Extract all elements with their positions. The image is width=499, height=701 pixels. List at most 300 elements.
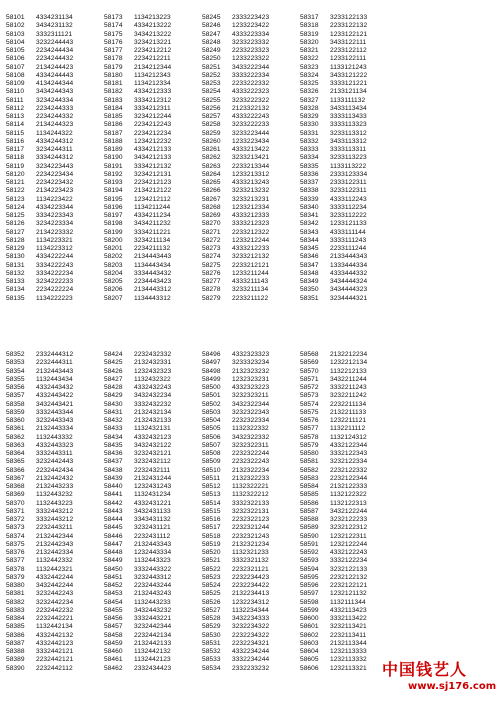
row-code: 2232211134 [330, 400, 367, 408]
watermark [382, 660, 496, 698]
table-row [104, 475, 202, 483]
row-number: 58514 [202, 499, 221, 507]
table-row [202, 179, 300, 187]
row-number: 58498 [202, 367, 221, 375]
table-row [6, 549, 104, 557]
row-code: 3333111243 [330, 236, 367, 244]
row-code: 3234212131 [134, 170, 172, 178]
table-row [6, 665, 104, 673]
table-row [300, 72, 398, 80]
table-row [300, 541, 398, 549]
table-row [104, 615, 202, 623]
row-number: 58585 [300, 491, 319, 499]
row-number: 58513 [202, 491, 221, 499]
row-number: 58326 [300, 88, 319, 96]
row-code: 1134212334 [134, 80, 171, 87]
table-row [6, 163, 104, 171]
row-code: 1134222223 [36, 294, 73, 302]
row-number: 58532 [202, 648, 221, 655]
row-code: 2232442112 [36, 664, 73, 672]
row-code: 1232432323 [134, 367, 172, 375]
row-code: 4334213222 [134, 22, 172, 30]
table-row [6, 154, 104, 162]
row-number: 58377 [6, 557, 25, 565]
row-number: 58360 [6, 417, 25, 424]
table-row [202, 47, 300, 55]
table-row [202, 187, 300, 195]
table-row [300, 434, 398, 442]
table-column [202, 351, 300, 673]
row-number: 58521 [202, 557, 221, 565]
watermark-title: 中国钱艺人 [382, 660, 468, 679]
table-row [300, 599, 398, 607]
table-row [202, 574, 300, 582]
table-row [104, 47, 202, 55]
row-number: 58440 [104, 483, 123, 490]
row-number: 58510 [202, 466, 221, 474]
row-number: 58437 [104, 458, 123, 466]
table-row [6, 475, 104, 483]
table-row [104, 549, 202, 557]
table-row [104, 524, 202, 532]
row-number: 58173 [104, 14, 123, 21]
table-column [104, 14, 202, 303]
table-row [202, 55, 300, 63]
table-row [6, 582, 104, 590]
table-row [104, 55, 202, 63]
row-number: 58116 [6, 137, 25, 145]
row-number: 58604 [300, 648, 319, 655]
row-code: 3234212244 [134, 113, 172, 120]
row-number: 58434 [104, 433, 123, 441]
table-row [6, 359, 104, 367]
row-code: 1133113222 [330, 162, 367, 170]
row-number: 58534 [202, 664, 221, 672]
row-code: 3434444323 [330, 286, 368, 294]
row-number: 58579 [300, 441, 319, 449]
row-number: 58262 [202, 154, 221, 162]
table-row [202, 491, 300, 499]
table-row [300, 138, 398, 146]
table-block-1 [6, 14, 496, 303]
row-number: 58114 [6, 121, 25, 129]
table-row [300, 483, 398, 491]
row-number: 58325 [300, 80, 319, 87]
row-code: 2332233232 [232, 664, 270, 672]
table-row [6, 171, 104, 179]
row-number: 58340 [300, 203, 319, 211]
table-row [202, 648, 300, 656]
row-number: 58593 [300, 557, 319, 565]
row-code: 3233211134 [232, 286, 269, 294]
row-number: 58390 [6, 664, 25, 672]
row-code: 2234223434 [36, 170, 74, 178]
row-number: 58188 [104, 137, 123, 145]
row-code: 2132443243 [134, 590, 172, 598]
row-code: 4332442132 [36, 631, 74, 639]
row-code: 3232234322 [232, 623, 270, 631]
row-code: 1232212134 [330, 359, 368, 367]
row-code: 2234212243 [134, 121, 172, 129]
row-code: 4334231134 [36, 14, 73, 21]
table-row [104, 270, 202, 278]
row-number: 58197 [104, 212, 123, 219]
row-number: 58432 [104, 417, 123, 424]
row-number: 58518 [202, 532, 221, 540]
row-number: 58523 [202, 573, 221, 581]
table-row [300, 574, 398, 582]
row-number: 58385 [6, 623, 25, 631]
row-code: 3232431121 [134, 524, 171, 532]
row-number: 58372 [6, 516, 25, 523]
row-number: 58574 [300, 400, 319, 408]
row-code: 1132443323 [134, 557, 171, 565]
row-number: 58134 [6, 286, 25, 294]
row-code: 2232432332 [134, 351, 172, 358]
row-number: 58265 [202, 179, 221, 186]
table-row [6, 270, 104, 278]
row-number: 58573 [300, 392, 319, 400]
row-number: 58459 [104, 639, 123, 647]
row-number: 58569 [300, 359, 319, 367]
table-row [6, 253, 104, 261]
table-row [104, 557, 202, 565]
row-code: 3233222322 [232, 96, 270, 104]
row-code: 2132442133 [134, 639, 172, 647]
row-number: 58515 [202, 507, 221, 515]
row-code: 1132122313 [330, 499, 367, 507]
row-code: 3233113223 [330, 154, 367, 162]
table-row [6, 351, 104, 359]
table-row [6, 229, 104, 237]
row-code: 4332432123 [134, 433, 172, 441]
row-code: 1132432322 [134, 375, 171, 383]
table-row [202, 163, 300, 171]
row-code: 1132442134 [36, 623, 73, 631]
row-code: 3233223444 [232, 129, 270, 137]
row-number: 58175 [104, 30, 123, 38]
row-number: 58277 [202, 278, 221, 285]
watermark-url: www.sj176.com [408, 681, 497, 692]
row-code: 1233223322 [232, 55, 270, 63]
row-code: 2234222224 [36, 286, 74, 294]
row-code: 3432322332 [232, 433, 270, 441]
table-row [202, 640, 300, 648]
row-number: 58323 [300, 63, 319, 71]
row-number: 58452 [104, 582, 123, 589]
table-row [300, 146, 398, 154]
row-number: 58351 [300, 294, 319, 302]
table-row [104, 113, 202, 121]
row-number: 58389 [6, 656, 25, 664]
table-row [202, 359, 300, 367]
row-number: 58123 [6, 195, 25, 203]
table-row [300, 245, 398, 253]
table-row [202, 212, 300, 220]
row-code: 3234211134 [134, 236, 171, 244]
table-row [104, 582, 202, 590]
row-code: 3233113312 [330, 129, 367, 137]
row-code: 3233223332 [232, 38, 270, 46]
row-number: 58339 [300, 195, 319, 203]
row-code: 4134244344 [36, 80, 74, 87]
row-number: 58185 [104, 113, 123, 120]
row-code: 3334211221 [134, 228, 171, 236]
row-number: 58342 [300, 220, 319, 228]
row-code: 3232322311 [232, 441, 269, 449]
row-code: 2232322123 [232, 516, 270, 523]
row-code: 2232234321 [232, 639, 270, 647]
table-row [300, 467, 398, 475]
row-number: 58584 [300, 483, 319, 490]
table-row [6, 97, 104, 105]
row-code: 3433222344 [232, 63, 270, 71]
row-number: 58367 [6, 474, 25, 482]
row-code: 1232443334 [134, 549, 172, 556]
table-row [6, 278, 104, 286]
row-code: 2132432331 [134, 359, 172, 367]
row-code: 2233222332 [232, 80, 270, 87]
row-code: 2232443244 [134, 582, 172, 589]
row-code: 3232211242 [330, 392, 367, 400]
table-row [202, 384, 300, 392]
row-code: 1232323231 [232, 375, 270, 383]
table-row [104, 665, 202, 673]
table-row [300, 648, 398, 656]
row-code: 2233111244 [330, 245, 367, 252]
row-number: 58499 [202, 375, 221, 383]
row-number: 58358 [6, 400, 25, 408]
row-number: 58595 [300, 573, 319, 581]
row-number: 58508 [202, 450, 221, 457]
row-number: 58387 [6, 639, 25, 647]
row-number: 58249 [202, 47, 221, 54]
table-row [202, 39, 300, 47]
row-number: 58204 [104, 269, 123, 277]
row-number: 58436 [104, 450, 123, 457]
table-row [300, 557, 398, 565]
table-row [300, 376, 398, 384]
table-row [104, 417, 202, 425]
table-row [300, 237, 398, 245]
row-code: 4333213422 [232, 146, 270, 153]
row-code: 4332234244 [232, 648, 270, 655]
row-code: 3334223343 [36, 212, 74, 219]
row-code: 2232432111 [134, 466, 171, 474]
row-code: 1132111344 [330, 598, 366, 606]
row-number: 58587 [300, 507, 319, 515]
row-code: 4333112243 [330, 195, 367, 203]
row-number: 58462 [104, 664, 123, 672]
row-code: 3433121222 [330, 71, 368, 79]
row-code: 2132322234 [232, 466, 270, 474]
table-row [202, 656, 300, 664]
row-code: 3233213232 [232, 187, 270, 195]
row-code: 3432234333 [232, 615, 270, 622]
row-code: 3333113311 [330, 146, 367, 153]
row-code: 1232234312 [232, 598, 270, 606]
row-code: 1233122121 [330, 30, 368, 38]
table-row [104, 105, 202, 113]
row-number: 58341 [300, 212, 319, 219]
row-number: 58361 [6, 425, 25, 433]
table-row [6, 47, 104, 55]
row-code: 4332113423 [330, 606, 367, 614]
row-number: 58454 [104, 598, 123, 606]
row-number: 58327 [300, 96, 319, 104]
table-row [300, 442, 398, 450]
table-row [202, 88, 300, 96]
table-row [104, 467, 202, 475]
row-number: 58329 [300, 113, 319, 120]
table-row [202, 549, 300, 557]
row-number: 58388 [6, 648, 25, 655]
table-row [6, 632, 104, 640]
table-row [202, 97, 300, 105]
row-code: 4334222244 [36, 253, 74, 261]
row-code: 3433122111 [330, 38, 367, 46]
table-row [202, 270, 300, 278]
table-row [300, 130, 398, 138]
row-number: 58589 [300, 524, 319, 532]
row-number: 58190 [104, 154, 123, 162]
table-row [6, 450, 104, 458]
row-number: 58274 [202, 253, 221, 261]
row-number: 58524 [202, 582, 221, 589]
table-row [104, 368, 202, 376]
table-row [6, 434, 104, 442]
row-code: 1132322332 [232, 425, 269, 433]
table-row [300, 368, 398, 376]
row-code: 2132122333 [330, 483, 368, 490]
row-code: 3232122133 [330, 565, 368, 573]
table-row [300, 253, 398, 261]
row-number: 58344 [300, 236, 319, 244]
row-number: 58568 [300, 351, 319, 358]
table-row [300, 196, 398, 204]
row-code: 3333121221 [330, 80, 368, 87]
table-row [202, 154, 300, 162]
table-row [300, 270, 398, 278]
row-number: 58279 [202, 294, 221, 302]
table-row [202, 409, 300, 417]
row-code: 3332211243 [330, 384, 367, 391]
row-code: 1333444334 [330, 261, 368, 269]
table-row [300, 14, 398, 22]
row-code: 2234212211 [134, 55, 171, 63]
row-number: 58348 [300, 269, 319, 277]
table-row [104, 442, 202, 450]
row-number: 58504 [202, 417, 221, 424]
row-number: 58531 [202, 639, 221, 647]
row-code: 4334244443 [36, 71, 74, 79]
table-row [202, 253, 300, 261]
table-row [6, 80, 104, 88]
table-row [202, 22, 300, 30]
row-code: 2232122132 [330, 573, 368, 581]
row-code: 3333112234 [330, 203, 367, 211]
table-row [202, 278, 300, 286]
row-code: 1233212334 [232, 203, 270, 211]
row-number: 58376 [6, 549, 25, 556]
row-code: 1132122322 [330, 491, 367, 499]
row-code: 2132442343 [36, 540, 74, 548]
row-number: 58107 [6, 63, 25, 71]
row-number: 58174 [104, 22, 123, 30]
table-row [104, 237, 202, 245]
row-code: 3432431133 [134, 507, 171, 515]
row-number: 58334 [300, 154, 319, 162]
table-row [300, 351, 398, 359]
table-row [6, 656, 104, 664]
row-code: 2132321234 [232, 540, 270, 548]
table-row [202, 533, 300, 541]
table-row [6, 508, 104, 516]
row-number: 58435 [104, 441, 123, 449]
table-row [300, 401, 398, 409]
table-row [300, 566, 398, 574]
table-row [300, 55, 398, 63]
table-row [6, 121, 104, 129]
row-number: 58601 [300, 623, 319, 631]
row-number: 58135 [6, 294, 25, 302]
table-row [104, 632, 202, 640]
row-number: 58186 [104, 121, 123, 129]
row-number: 58182 [104, 88, 123, 96]
row-code: 1134212343 [134, 71, 171, 79]
row-number: 58111 [6, 96, 24, 104]
table-row [6, 64, 104, 72]
row-code: 1132443233 [134, 598, 171, 606]
row-code: 3334244312 [36, 154, 74, 162]
row-number: 58374 [6, 532, 25, 540]
table-row [202, 262, 300, 270]
row-number: 58127 [6, 228, 25, 236]
table-row [6, 179, 104, 187]
row-number: 58261 [202, 146, 221, 153]
row-number: 58581 [300, 458, 319, 466]
row-code: 2232443211 [36, 524, 73, 532]
table-row [6, 409, 104, 417]
row-number: 58386 [6, 631, 25, 639]
row-code: 3232113421 [330, 623, 367, 631]
row-number: 58496 [202, 351, 221, 358]
row-number: 58179 [104, 63, 123, 71]
row-number: 58364 [6, 450, 25, 457]
row-code: 3434212133 [134, 154, 172, 162]
table-row [6, 524, 104, 532]
table-column [104, 351, 202, 673]
row-code: 3434231132 [36, 22, 73, 30]
table-row [300, 607, 398, 615]
table-row [202, 171, 300, 179]
table-row [202, 72, 300, 80]
table-row [300, 533, 398, 541]
row-number: 58446 [104, 532, 123, 540]
table-row [6, 55, 104, 63]
table-column [300, 14, 398, 303]
row-number: 58194 [104, 187, 123, 195]
row-code: 2234212234 [134, 129, 172, 137]
table-row [202, 524, 300, 532]
row-number: 58356 [6, 384, 25, 391]
row-code: 3333212323 [232, 220, 270, 228]
table-column [300, 351, 398, 673]
row-number: 58343 [300, 228, 319, 236]
row-code: 1134244322 [36, 129, 73, 137]
row-number: 58260 [202, 137, 221, 145]
table-row [202, 615, 300, 623]
